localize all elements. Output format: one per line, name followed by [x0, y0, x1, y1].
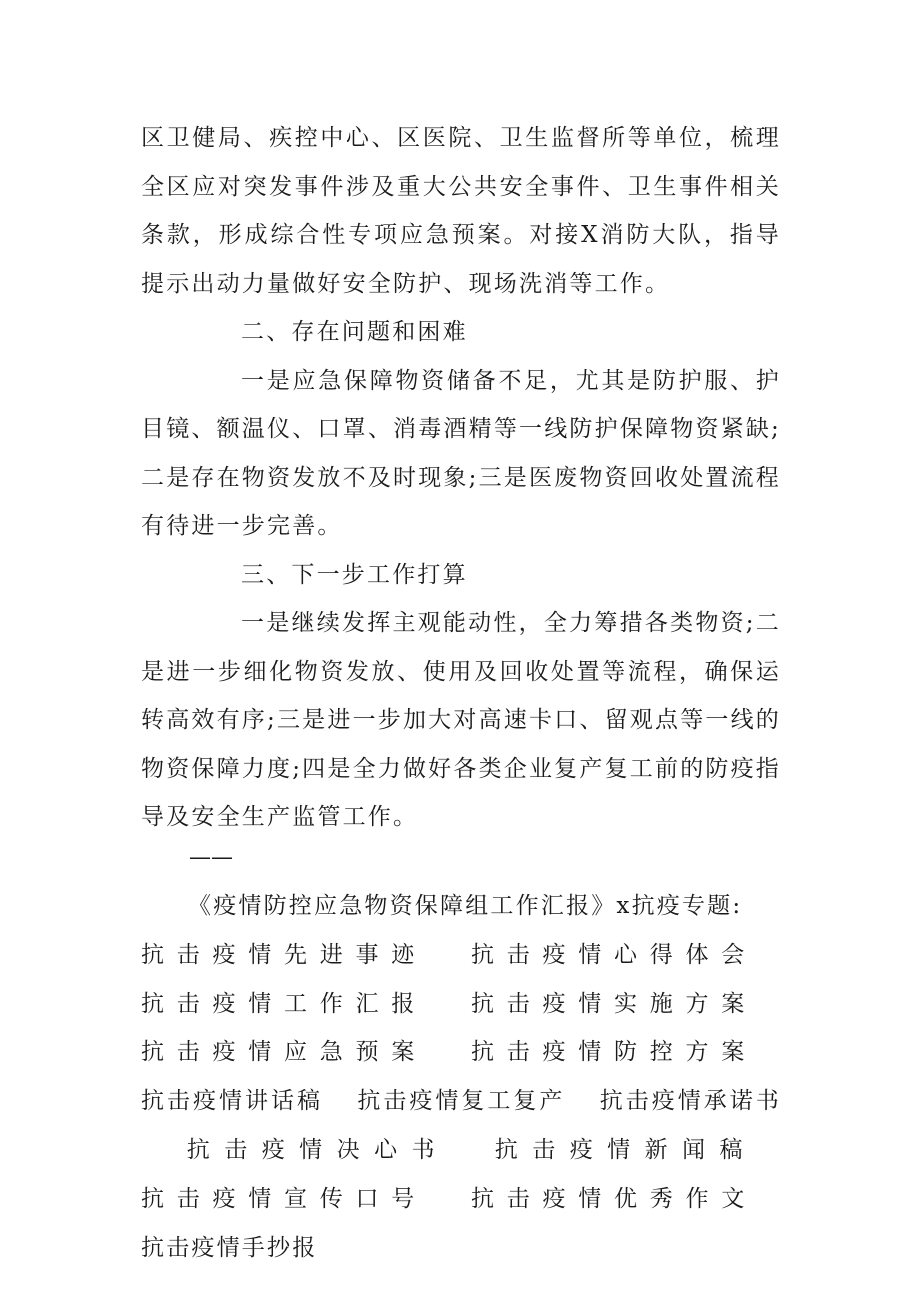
topic-link[interactable]: 抗击疫情新闻稿 — [494, 1136, 757, 1163]
topic-link[interactable]: 抗击疫情决心书 — [186, 1136, 449, 1163]
special-topic-intro: 《疫情防控应急物资保障组工作汇报》x抗疫专题: — [188, 893, 743, 919]
section-heading-next-steps: 三、下一步工作打算 — [241, 561, 468, 588]
special-topic-section — [141, 882, 781, 1272]
topic-link[interactable]: 抗击疫情宣传口号 — [141, 1185, 427, 1212]
special-topic-tags — [141, 931, 781, 1273]
topic-link[interactable]: 抗击疫情工作汇报 — [141, 990, 427, 1017]
topic-link[interactable]: 抗击疫情优秀作文 — [471, 1185, 757, 1212]
paragraph-units-coordination: 区卫健局、疾控中心、区医院、卫生监督所等单位，梳理全区应对突发事件涉及重大公共安全事件、卫生事件相关条款，形成综合性专项应急预案。对接X消防大队，指导提示出动力量做好安全防护、现场洗消等工作。 — [141, 125, 781, 297]
separator-dash: —— — [189, 845, 233, 870]
topic-link[interactable]: 抗击疫情应急预案 — [141, 1039, 427, 1066]
paragraph-problems: 一是应急保障物资储备不足，尤其是防护服、护目镜、额温仪、口罩、消毒酒精等一线防护保障物资紧缺;二是存在物资发放不及时现象;三是医废物资回收处置流程有待进一步完善。 — [141, 367, 781, 539]
topic-link[interactable]: 抗击疫情讲话稿 — [141, 1088, 324, 1115]
paragraph-next-steps: 一是继续发挥主观能动性，全力筹措各类物资;二是进一步细化物资发放、使用及回收处置等流程，确保运转高效有序;三是进一步加大对高速卡口、留观点等一线的物资保障力度;四是全力做好各类企业复产复工前的防疫指导及安全生产监管工作。 — [141, 610, 781, 830]
topic-link[interactable]: 抗击疫情承诺书 — [599, 1088, 782, 1115]
topic-link[interactable]: 抗击疫情先进事迹 — [141, 941, 427, 968]
topic-link[interactable]: 抗击疫情手抄报 — [141, 1234, 318, 1261]
topic-link[interactable]: 抗击疫情心得体会 — [471, 941, 757, 968]
report-body — [141, 114, 781, 842]
section-heading-problems: 二、存在问题和困难 — [241, 319, 468, 345]
topic-link[interactable]: 抗击疫情复工复产 — [357, 1088, 566, 1115]
topic-link[interactable]: 抗击疫情防控方案 — [471, 1039, 757, 1066]
topic-link[interactable]: 抗击疫情实施方案 — [471, 990, 757, 1017]
